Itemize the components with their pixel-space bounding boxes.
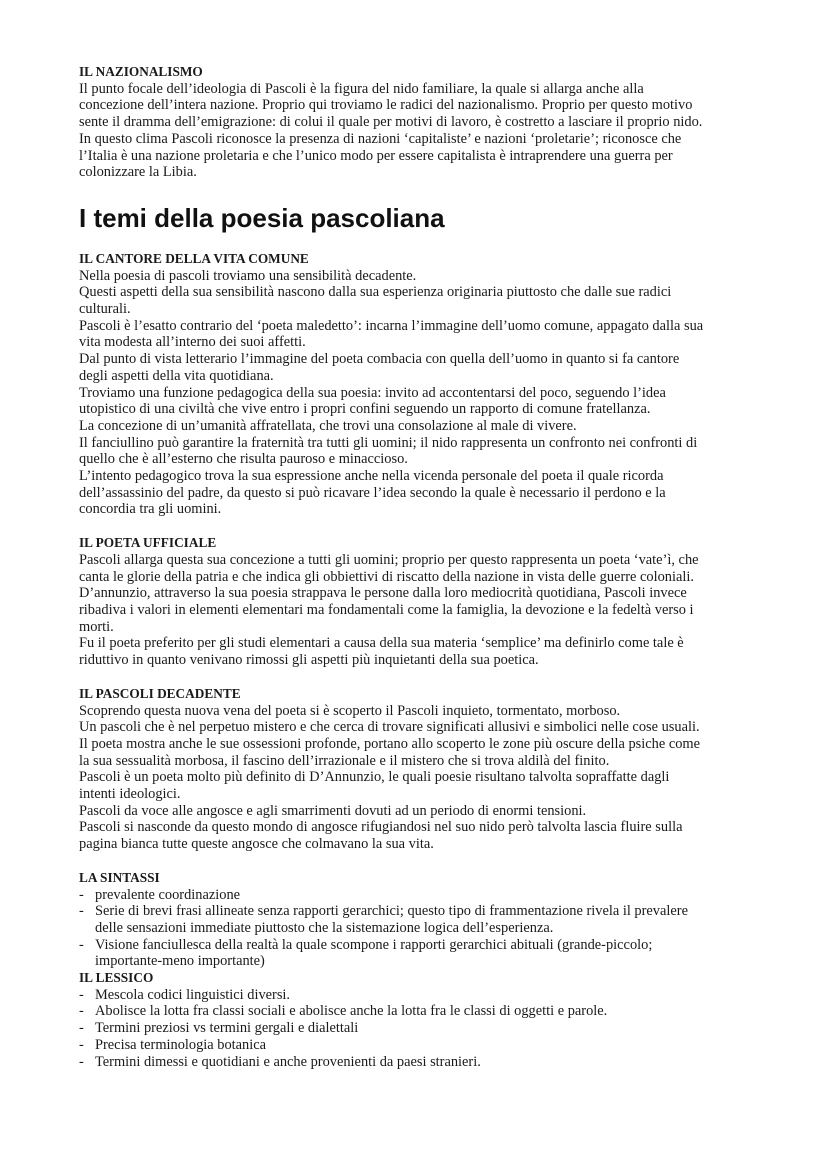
list-item — [79, 987, 768, 1004]
paragraph-line: Scoprendo questa nuova vena del poeta si è scoperto il Pascoli inquieto, tormentato, morboso. — [79, 702, 621, 719]
dash-bullet: - — [79, 1053, 84, 1070]
paragraph-line: Dal punto di vista letterario l’immagine del poeta combacia con quella dell’uomo in quanto si fa cantore — [79, 351, 680, 368]
paragraph-line: quello che è all’esterno che risulta pauroso e minaccioso. — [79, 451, 408, 468]
paragraph-line: Pascoli è un poeta molto più definito di D’Annunzio, le quali poesie risultano talvolta sopraffatte dagli — [79, 769, 670, 786]
bullet-list — [79, 887, 768, 971]
paragraph-line: L’intento pedagogico trova la sua espressione anche nella vicenda personale del poeta il quale ricorda — [79, 468, 664, 485]
list-item — [79, 1020, 768, 1037]
paragraph-line: intenti ideologici. — [79, 786, 181, 803]
list-item — [79, 1003, 768, 1020]
list-item — [79, 937, 768, 970]
paragraph-line: sente il dramma dell’emigrazione: di colui il quale per motivi di lavoro, è costretto a lasciare il proprio nido. — [79, 114, 703, 131]
list-item-text: Precisa terminologia botanica — [95, 1036, 267, 1053]
dash-bullet: - — [79, 986, 84, 1003]
paragraph-line: pagina bianca tutte queste angosce che colmavano la sua vita. — [79, 836, 434, 853]
list-item-text: Termini dimessi e quotidiani e anche provenienti da paesi stranieri. — [95, 1053, 481, 1070]
paragraph-line: La concezione di un’umanità affratellata, che trovi una consolazione al male di vivere. — [79, 417, 577, 434]
section-gap — [79, 669, 768, 686]
list-item-text: prevalente coordinazione — [95, 886, 241, 903]
paragraph-line: utopistico di una civiltà che vive entro i propri confini seguendo un rapporto di comune fratellanza. — [79, 401, 651, 418]
paragraph-line: ribadiva i valori in elementi elementari ma fondamentali come la famiglia, la devozione e la fedeltà verso i — [79, 601, 694, 618]
section-gap — [79, 518, 768, 535]
paragraph-line: concezione dell’intera nazione. Proprio qui troviamo le radici del nazionalismo. Proprio per questo motivo — [79, 97, 693, 114]
paragraph-line: Pascoli si nasconde da questo mondo di angosce rifugiandosi nel suo nido però talvolta lascia fluire sulla — [79, 819, 683, 836]
list-item-text: Mescola codici linguistici diversi. — [95, 986, 291, 1003]
list-item-text: Serie di brevi frasi allineate senza rapporti gerarchici; questo tipo di frammentazione rivela il prevalere — [95, 903, 688, 920]
list-item-text: Abolisce la lotta fra classi sociali e abolisce anche la lotta fra le classi di oggetti e parole. — [95, 1003, 608, 1020]
dash-bullet: - — [79, 936, 84, 953]
dash-bullet: - — [79, 1036, 84, 1053]
section-gap — [79, 853, 768, 870]
list-item-text: Visione fanciullesca della realtà la quale scompone i rapporti gerarchici abituali (grande-piccolo; — [95, 936, 653, 953]
list-item-text: Termini preziosi vs termini gergali e dialettali — [95, 1020, 359, 1037]
list-item-text: delle sensazioni immediate piuttosto che la sistemazione logica dell’esperienza. — [95, 919, 554, 936]
paragraph-line: canta le glorie della patria e che indica gli obbiettivi di riscatto della nazione in vista delle guerre coloniali. — [79, 568, 694, 585]
paragraph-line: Il punto focale dell’ideologia di Pascoli è la figura del nido familiare, la quale si allarga anche alla — [79, 80, 644, 97]
section-heading: IL PASCOLI DECADENTE — [79, 685, 241, 701]
paragraph-line: Fu il poeta preferito per gli studi elementari a causa della sua materia ‘semplice’ ma definirlo come tale è — [79, 635, 684, 652]
paragraph-line: Pascoli da voce alle angosce e agli smarrimenti dovuti ad un periodo di enormi tensioni. — [79, 802, 587, 819]
section-lessico — [79, 970, 768, 1070]
section-heading: IL NAZIONALISMO — [79, 64, 203, 79]
paragraph-line: dell’assassinio del padre, da questo si può ricavare l’idea secondo la quale è necessario il perdono e la — [79, 484, 666, 501]
paragraph-line: culturali. — [79, 301, 131, 318]
paragraph-line: Nella poesia di pascoli troviamo una sensibilità decadente. — [79, 267, 417, 284]
paragraph-line: colonizzare la Libia. — [79, 164, 197, 181]
dash-bullet: - — [79, 1003, 84, 1020]
paragraph-line: D’annunzio, attraverso la sua poesia strappava le persone dalla loro mediocrità quotidiana, Pascoli invece — [79, 585, 687, 602]
section-heading: LA SINTASSI — [79, 869, 160, 885]
section-heading: IL LESSICO — [79, 970, 154, 986]
paragraph-line: morti. — [79, 618, 114, 635]
section-decadente — [79, 686, 768, 853]
list-item — [79, 903, 768, 936]
dash-bullet: - — [79, 886, 84, 903]
section-sintassi — [79, 870, 768, 970]
list-item — [79, 1037, 768, 1054]
list-item — [79, 887, 768, 904]
paragraph-line: In questo clima Pascoli riconosce la presenza di nazioni ‘capitaliste’ e nazioni ‘proletarie’; riconosce che — [79, 130, 682, 147]
paragraph-line: Pascoli allarga questa sua concezione a tutti gli uomini; proprio per questo rappresenta un poeta ‘vate’ì, che — [79, 551, 699, 568]
section-cantore — [79, 251, 768, 518]
paragraph-line: Il fanciullino può garantire la fraternità tra tutti gli uomini; il nido rappresenta un confronto nei confronti di — [79, 434, 698, 451]
page-title: I temi della poesia pascoliana — [79, 202, 445, 233]
bullet-list — [79, 987, 768, 1071]
list-item — [79, 1054, 768, 1071]
paragraph-line: la sua sessualità morbosa, il fascino dell’irrazionale e il mistero che si trova aldilà del finito. — [79, 752, 610, 769]
paragraph-line: Un pascoli che è nel perpetuo mistero e che cerca di trovare significati allusivi e simbolici nelle cose usuali. — [79, 719, 700, 736]
paragraph-line: vita modesta all’interno dei suoi affetti. — [79, 334, 306, 351]
section-heading: IL POETA UFFICIALE — [79, 535, 217, 551]
dash-bullet: - — [79, 903, 84, 920]
paragraph-line: Il poeta mostra anche le sue ossessioni profonde, portano allo scoperto le zone più oscure della psiche come — [79, 735, 700, 752]
section-nazionalismo — [79, 64, 768, 181]
paragraph-line: l’Italia è una nazione proletaria e che l’unico modo per essere capitalista è intraprendere una guerra per — [79, 147, 673, 164]
paragraph-line: Pascoli è l’esatto contrario del ‘poeta maledetto’: incarna l’immagine dell’uomo comune, appagato dalla sua — [79, 317, 704, 334]
paragraph-line: Questi aspetti della sua sensibilità nascono dalla sua esperienza originaria piuttosto che dalle sue radici — [79, 284, 672, 301]
paragraph-line: degli aspetti della vita quotidiana. — [79, 367, 274, 384]
dash-bullet: - — [79, 1020, 84, 1037]
paragraph-line: riduttivo in quanto venivano rimossi gli aspetti più inquietanti della sua poetica. — [79, 652, 539, 669]
section-heading: IL CANTORE DELLA VITA COMUNE — [79, 250, 309, 266]
list-item-text: importante-meno importante) — [95, 953, 265, 970]
paragraph-line: Troviamo una funzione pedagogica della sua poesia: invito ad accontentarsi del poco, seguendo l’idea — [79, 384, 666, 401]
paragraph-line: concordia tra gli uomini. — [79, 501, 222, 518]
section-ufficiale — [79, 535, 768, 669]
